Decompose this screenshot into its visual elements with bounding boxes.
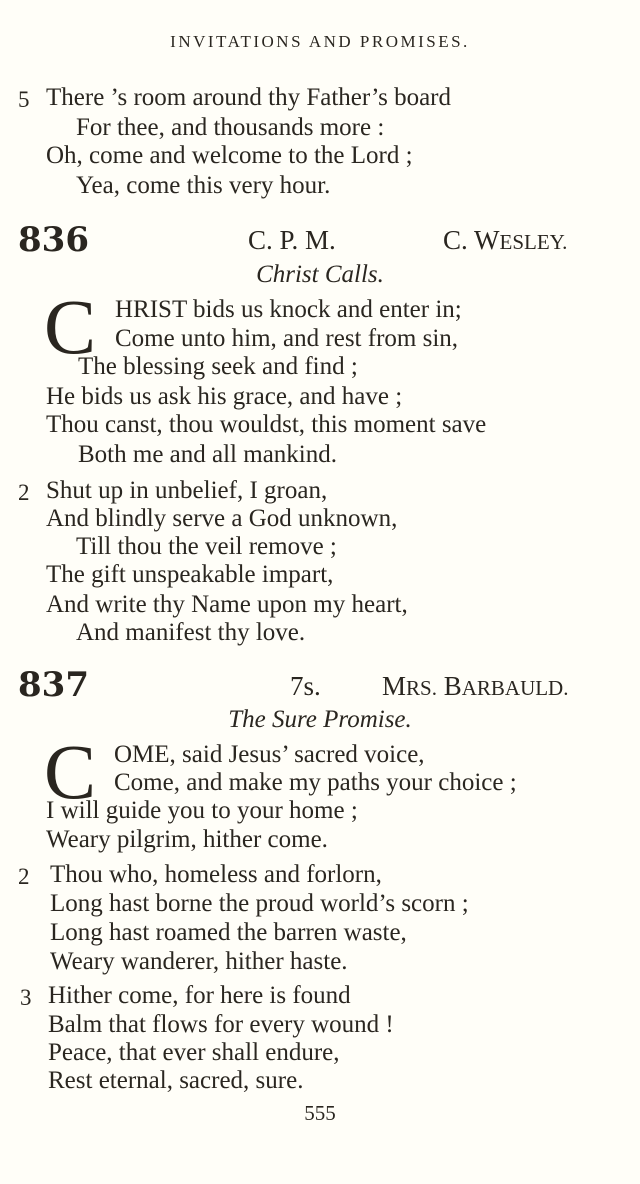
verse-line: And write thy Name upon my heart, — [46, 591, 408, 618]
verse-line: Both me and all mankind. — [78, 441, 337, 468]
author-surname: ARBAULD. — [461, 676, 569, 700]
hymn-title: The Sure Promise. — [228, 706, 412, 733]
hymn-number: 836 — [18, 220, 89, 260]
verse-number: 3 — [20, 985, 32, 1010]
verse-line: I will guide you to your home ; — [46, 797, 358, 824]
verse-line: Oh, come and welcome to the Lord ; — [46, 142, 413, 169]
verse-line: The gift unspeakable impart, — [46, 561, 334, 588]
verse-line: Till thou the veil remove ; — [76, 533, 337, 560]
verse-line: Peace, that ever shall endure, — [48, 1039, 340, 1066]
verse-number: 2 — [18, 480, 30, 505]
verse-line: Balm that flows for every wound ! — [48, 1011, 394, 1038]
author-title: RS. — [406, 676, 437, 700]
verse-line: Weary pilgrim, hither come. — [46, 826, 328, 853]
drop-cap: C — [44, 728, 97, 815]
verse-number: 2 — [18, 864, 30, 889]
page-number: 555 — [304, 1101, 336, 1125]
hymn-meter: C. P. M. — [248, 225, 336, 255]
author-initials: C. W — [443, 225, 500, 255]
verse-line: The blessing seek and find ; — [78, 353, 358, 380]
drop-cap: C — [44, 283, 97, 370]
verse-line: Long hast borne the proud world’s scorn ; — [50, 890, 469, 917]
hymn-author — [443, 220, 567, 262]
hymn-author — [382, 666, 568, 708]
verse-line: And blindly serve a God unknown, — [46, 505, 398, 532]
verse-line: There ’s room around thy Father’s board — [46, 84, 451, 111]
verse-line: Rest eternal, sacred, sure. — [48, 1067, 304, 1094]
author-surname: ESLEY. — [499, 230, 568, 254]
verse-line: HRIST bids us knock and enter in; — [115, 296, 462, 323]
author-initial: B — [443, 671, 462, 701]
verse-line: And manifest thy love. — [76, 619, 306, 646]
hymn-title: Christ Calls. — [256, 261, 384, 288]
author-initial: M — [382, 671, 407, 701]
verse-line: Thou who, homeless and forlorn, — [50, 861, 382, 888]
running-header: INVITATIONS AND PROMISES. — [170, 32, 470, 51]
verse-line: Thou canst, thou wouldst, this moment save — [46, 411, 487, 438]
verse-line: For thee, and thousands more : — [76, 114, 385, 141]
verse-line: He bids us ask his grace, and have ; — [46, 383, 403, 410]
verse-line: Come unto him, and rest from sin, — [115, 325, 459, 352]
verse-line: Hither come, for here is found — [48, 982, 351, 1009]
hymn-number: 837 — [18, 665, 89, 705]
verse-line: Yea, come this very hour. — [76, 172, 331, 199]
verse-line: Long hast roamed the barren waste, — [50, 919, 407, 946]
verse-number: 5 — [18, 87, 30, 112]
verse-line: Come, and make my paths your choice ; — [114, 769, 517, 796]
verse-line: Shut up in unbelief, I groan, — [46, 477, 328, 504]
hymn-meter: 7s. — [290, 671, 321, 701]
verse-line: Weary wanderer, hither haste. — [50, 948, 348, 975]
verse-line: OME, said Jesus’ sacred voice, — [114, 741, 425, 768]
